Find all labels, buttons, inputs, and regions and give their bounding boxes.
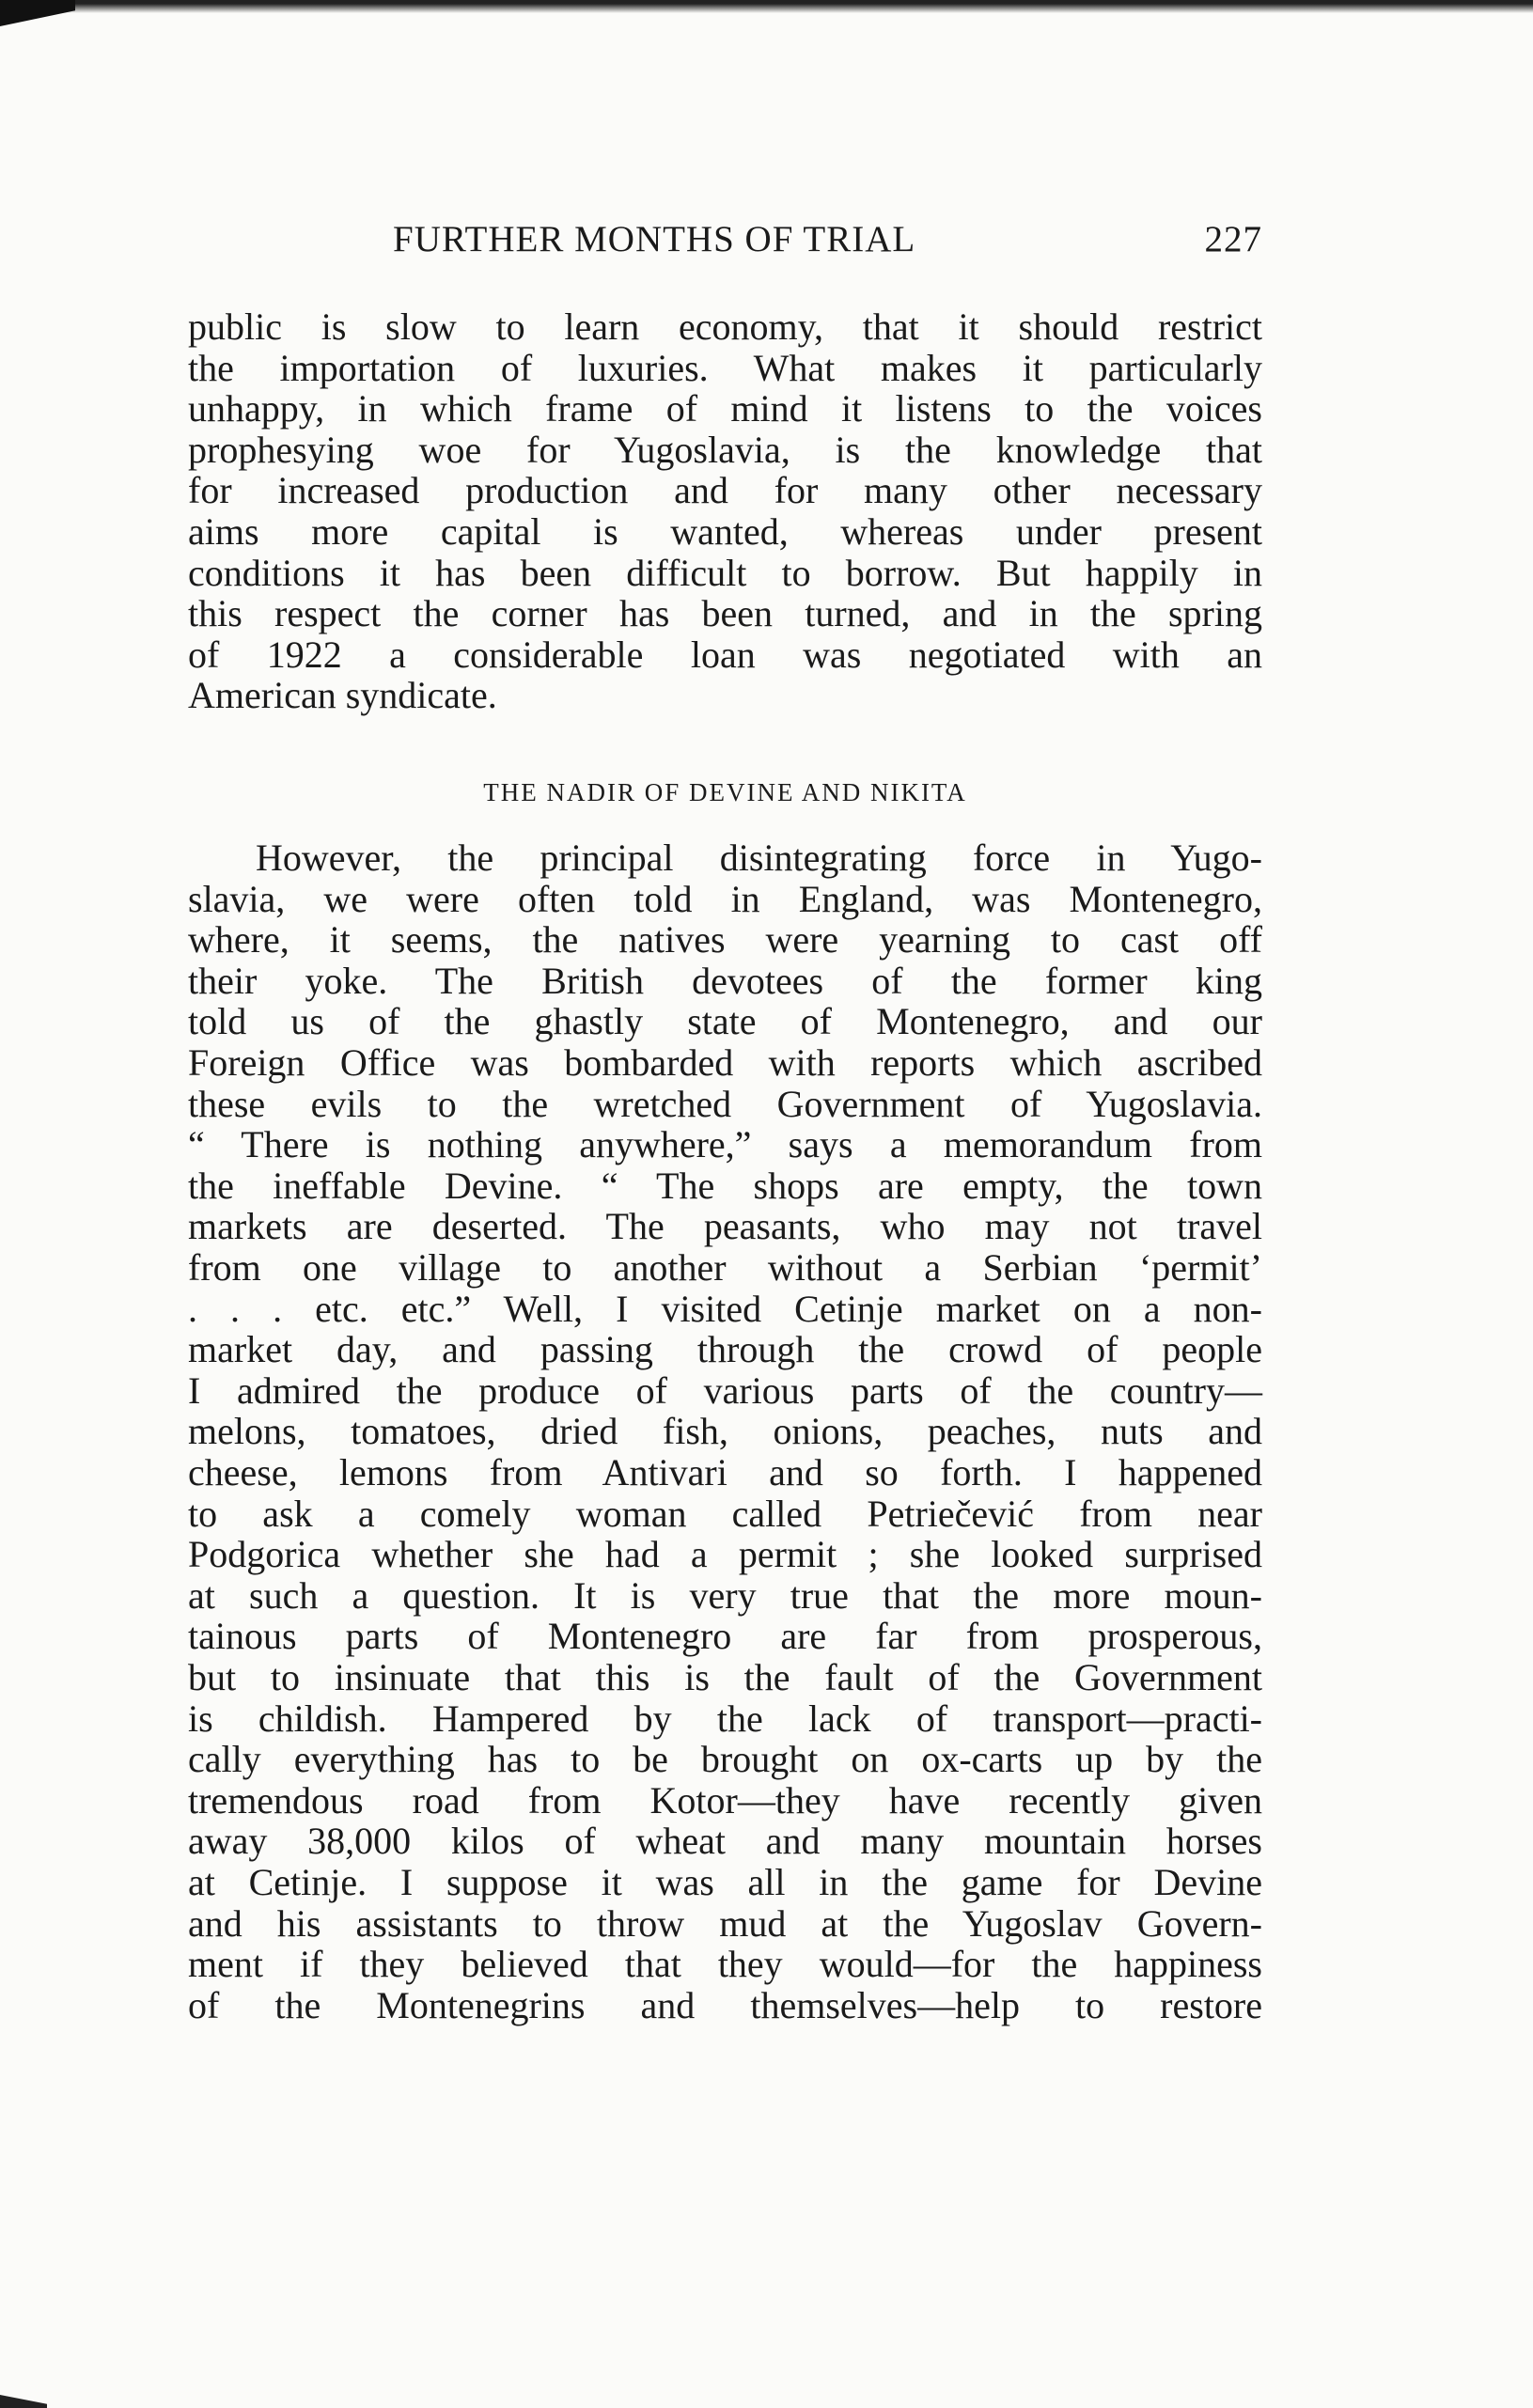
text-line: melons, tomatoes, dried fish, onions, peaches, nuts and xyxy=(188,1410,1262,1453)
text-line: Podgorica whether she had a permit ; she looked surprised xyxy=(188,1533,1262,1576)
text-line: their yoke. The British devotees of the former king xyxy=(188,959,1262,1002)
text-line: conditions it has been difficult to borrow. But happily in xyxy=(188,551,1262,594)
text-line: aims more capital is wanted, whereas under present xyxy=(188,510,1262,553)
text-line: I admired the produce of various parts of the country— xyxy=(188,1368,1262,1412)
text-line: public is slow to learn economy, that it should restrict xyxy=(188,305,1262,348)
text-line: prophesying woe for Yugoslavia, is the knowledge that xyxy=(188,428,1262,471)
running-header xyxy=(188,218,1262,265)
text-line: and his assistants to throw mud at the Yugoslav Govern- xyxy=(188,1901,1262,1945)
text-line: these evils to the wretched Government of Yugoslavia. xyxy=(188,1082,1262,1125)
text-line: from one village to another without a Serbian ‘permit’ xyxy=(188,1246,1262,1289)
text-line: but to insinuate that this is the fault of the Government xyxy=(188,1656,1262,1698)
section-heading: THE NADIR OF DEVINE AND NIKITA xyxy=(483,778,967,806)
text-line: the importation of luxuries. What makes it particularly xyxy=(188,346,1262,389)
text-line: market day, and passing through the crowd of people xyxy=(188,1328,1262,1371)
text-line: away 38,000 kilos of wheat and many mountain horses xyxy=(188,1820,1262,1863)
text-line: to ask a comely woman called Petriečević from near xyxy=(188,1492,1262,1535)
text-line: ment if they believed that they would—for the happiness xyxy=(188,1943,1262,1986)
text-line: for increased production and for many other necessary xyxy=(188,469,1262,512)
text-line: . . . etc. etc.” Well, I visited Cetinje market on a non- xyxy=(188,1287,1262,1330)
text-line: cally everything has to be brought on ox-carts up by the xyxy=(188,1738,1262,1781)
text-line: the ineffable Devine. “ The shops are empty, the town xyxy=(188,1164,1262,1207)
text-line: at Cetinje. I suppose it was all in the game for Devine xyxy=(188,1861,1262,1903)
text-line: tremendous road from Kotor—they have recently given xyxy=(188,1778,1262,1822)
text-line: unhappy, in which frame of mind it listens to the voices xyxy=(188,387,1262,430)
scan-edge-shadow xyxy=(0,0,1533,13)
text-line: is childish. Hampered by the lack of transport—practi- xyxy=(188,1697,1262,1740)
text-line: of the Montenegrins and themselves—help to restore xyxy=(188,1983,1262,2026)
text-line: American syndicate. xyxy=(188,674,497,717)
text-line: However, the principal disintegrating force in Yugo- xyxy=(256,837,1262,879)
text-line: Foreign Office was bombarded with reports which ascribed xyxy=(188,1041,1262,1084)
text-line: cheese, lemons from Antivari and so forth. I happened xyxy=(188,1451,1262,1493)
page-number: 227 xyxy=(1204,219,1262,259)
text-line: tainous parts of Montenegro are far from prosperous, xyxy=(188,1615,1262,1658)
text-line: where, it seems, the natives were yearning to cast off xyxy=(188,918,1262,962)
scan-foot-mark xyxy=(0,2395,47,2408)
text-line: markets are deserted. The peasants, who may not travel xyxy=(188,1205,1262,1248)
running-title: FURTHER MONTHS OF TRIAL xyxy=(393,219,916,259)
text-line: at such a question. It is very true that the more moun- xyxy=(188,1573,1262,1617)
text-line: of 1922 a considerable loan was negotiated with an xyxy=(188,633,1262,676)
text-line: this respect the corner has been turned, and in the spring xyxy=(188,592,1262,635)
text-line: slavia, we were often told in England, was Montenegro, xyxy=(188,877,1262,920)
text-line: “ There is nothing anywhere,” says a memorandum from xyxy=(188,1123,1262,1166)
text-line: told us of the ghastly state of Montenegro, and our xyxy=(188,1000,1262,1043)
scan-corner-shadow xyxy=(0,0,75,26)
